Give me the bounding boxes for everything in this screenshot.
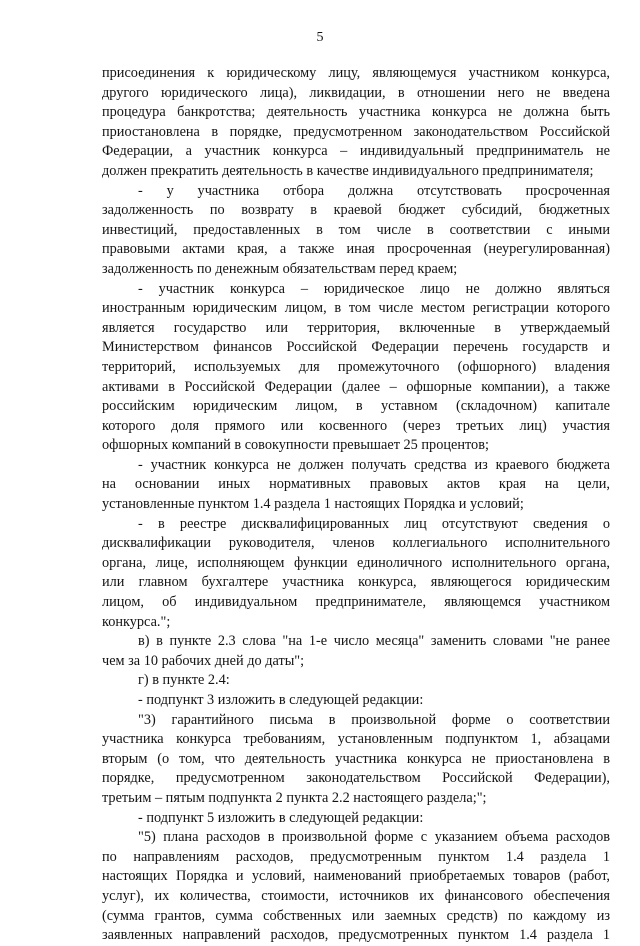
text-line: - подпункт 5 изложить в следующей редакции:	[138, 809, 424, 826]
text-line: которого доля прямого или косвенного (через третьих лиц) участия	[102, 417, 610, 434]
text-line: присоединения к юридическому лицу, являющемуся участником конкурса,	[102, 65, 610, 81]
text-line: вторым (о том, что деятельность участника конкурса не приостановлена в	[102, 750, 610, 767]
text-line: правовыми актами края, а также иная просроченная (неурегулированная)	[102, 241, 610, 258]
text-line: г) в пункте 2.4:	[138, 672, 230, 689]
text-line: порядке, предусмотренном законодательством Российской Федерации),	[102, 770, 610, 787]
text-line: (сумма грантов, сумма собственных или заемных средств) по каждому из	[102, 907, 610, 924]
text-line: иностранным юридическим лицом, в том числе местом регистрации которого	[102, 300, 610, 317]
text-line: - участник конкурса не должен получать средства из краевого бюджета	[138, 456, 610, 473]
text-line: приостановлена в порядке, предусмотренном законодательством Российской	[102, 123, 610, 140]
text-line: установленные пунктом 1.4 раздела 1 настоящих Порядка и условий;	[102, 496, 524, 513]
text-line: заявленных направлений расходов, предусмотренных пунктом 1.4 раздела 1	[102, 927, 610, 944]
text-line: территорий, используемых для промежуточного (офшорного) владения	[102, 358, 610, 375]
text-line: инвестиций, предоставленных в том числе в соответствии с иными	[102, 221, 610, 238]
text-line: настоящих Порядка и условий, наименований приобретаемых товаров (работ,	[102, 868, 610, 885]
text-line: задолженность по денежным обязательствам перед краем;	[102, 260, 458, 277]
text-line: лицом, об индивидуальном предпринимателе, являющемся участником	[102, 594, 610, 611]
text-line: другого юридического лица), ликвидации, в отношении него не введена	[102, 84, 610, 101]
text-line: или главном бухгалтере участника конкурса, являющегося юридическим	[102, 574, 610, 591]
text-line: российским юридическим лицом, в уставном (складочном) капитале	[102, 398, 610, 415]
text-line: должен прекратить деятельность в качестве индивидуального предпринимателя;	[102, 162, 594, 179]
text-line: участника конкурса требованиям, установленным подпунктом 1, абзацами	[102, 731, 610, 748]
page-number: 5	[316, 30, 324, 45]
text-line: органа, лице, исполняющем функции единоличного исполнительного органа,	[102, 554, 610, 571]
text-line: "5) плана расходов в произвольной форме с указанием объема расходов	[138, 829, 610, 846]
text-line: "3) гарантийного письма в произвольной форме о соответствии	[138, 711, 610, 728]
text-line: конкурса.";	[102, 613, 171, 630]
text-line: услуг), их количества, стоимости, источников их финансового обеспечения	[102, 887, 610, 904]
text-line: третьим – пятым подпункта 2 пункта 2.2 настоящего раздела;";	[102, 789, 487, 806]
text-line: чем за 10 рабочих дней до даты";	[102, 652, 305, 669]
text-line: дисквалификации руководителя, членов коллегиального исполнительного	[102, 535, 610, 552]
text-line: процедура банкротства; деятельность участника конкурса не должна быть	[102, 104, 610, 121]
text-line: офшорных компаний в совокупности превышает 25 процентов;	[102, 437, 489, 454]
text-line: - в реестре дисквалифицированных лиц отсутствуют сведения о	[138, 515, 610, 532]
text-line: активами в Российской Федерации (далее – офшорные компании), а также	[102, 378, 610, 395]
text-line: на основании иных нормативных правовых актов края на цели,	[102, 476, 610, 493]
text-line: - участник конкурса – юридическое лицо не должно являться	[138, 280, 610, 297]
text-line: - у участника отбора должна отсутствовать просроченная	[138, 182, 610, 199]
document-body	[102, 64, 610, 946]
text-line: является государство или территория, включенные в утверждаемый	[102, 319, 610, 336]
text-line: - подпункт 3 изложить в следующей редакции:	[138, 692, 424, 708]
text-line: по направлениям расходов, предусмотренным пунктом 1.4 раздела 1	[102, 848, 610, 865]
text-line: в) в пункте 2.3 слова "на 1-е число месяца" заменить словами "не ранее	[138, 633, 610, 650]
text-line: задолженность по возврату в краевой бюджет субсидий, бюджетных	[102, 202, 610, 219]
text-line: Министерством финансов Российской Федерации перечень государств и	[102, 339, 610, 356]
text-line: Федерации, а участник конкурса – индивидуальный предприниматель не	[102, 143, 610, 160]
